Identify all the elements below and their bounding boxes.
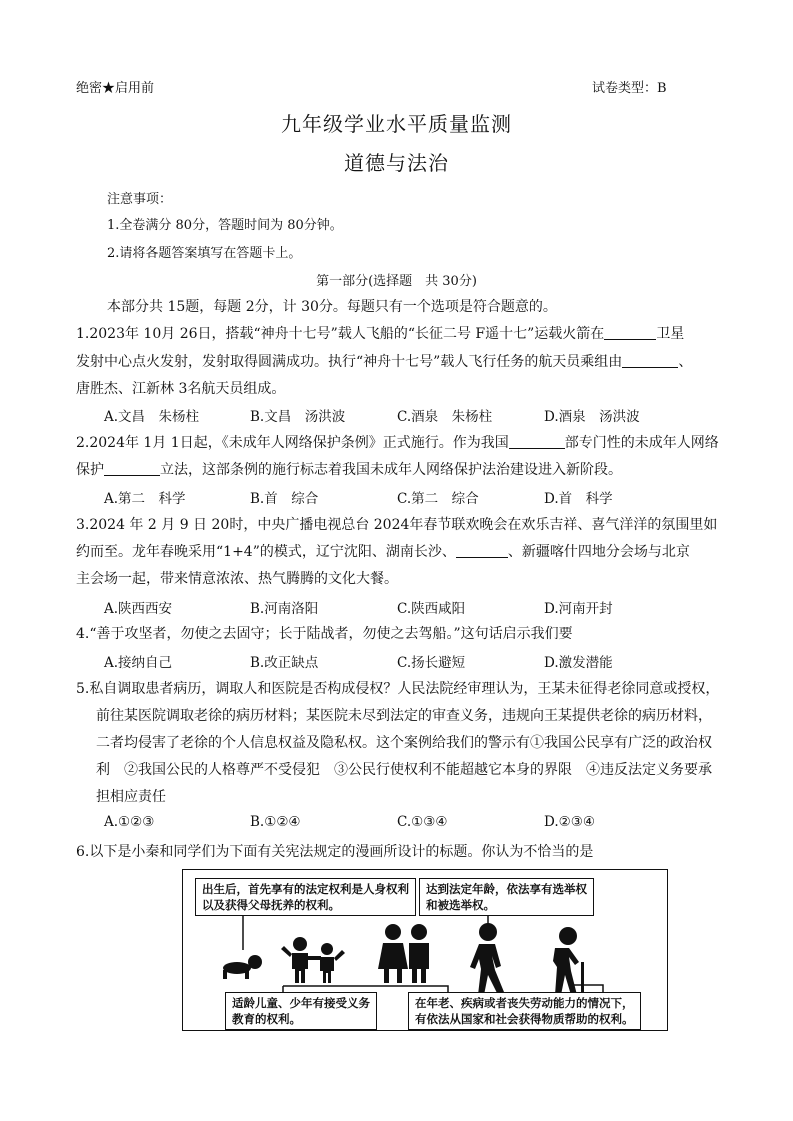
page-title: 九年级学业水平质量监测 [281,112,512,136]
answer-blank [456,543,508,558]
q1-line3: 唐胜杰、江新林 3名航天员组成。 [76,381,286,397]
q3-option-a[interactable]: A.陕西西安 [104,601,173,617]
q5-line4: 利 ②我国公民的人格尊严不受侵犯 ③公民行使权利不能超越它本身的界限 ④违反法定义务要承 [96,762,712,778]
caption-box-education-rights: 适龄儿童、少年有接受义务 教育的权利。 [225,992,377,1030]
q4-option-b[interactable]: B.改正缺点 [250,655,319,671]
caption-box-election-rights: 达到法定年龄，依法享有选举权 和被选举权。 [419,878,594,916]
q2-line1: 2.2024年 1月 1日起，《未成年人网络保护条例》正式施行。作为我国 部专门性的未成年人网络 [76,435,719,451]
section-title: 第一部分(选择题 共 30分) [316,274,477,289]
confidential-label: 绝密★启用前 [76,81,155,96]
q3-line3: 主会场一起，带来情意浓浓、热气腾腾的文化大餐。 [76,571,398,587]
q1-line1: 1.2023年 10月 26日，搭载“神舟十七号”载人飞船的“长征二号 F遥十七”运载火箭在 卫星 [76,326,685,342]
q1-option-c[interactable]: C.酒泉 朱杨柱 [397,409,493,425]
q5-line5: 担相应责任 [96,789,166,805]
q1-option-d[interactable]: D.酒泉 汤洪波 [544,409,640,425]
subject-title: 道德与法治 [344,151,449,175]
q5-option-b[interactable]: B.①②④ [250,814,301,830]
q2-option-a[interactable]: A.第二 科学 [104,491,186,507]
q2-option-d[interactable]: D.首 科学 [544,491,613,507]
q5-line2: 前往某医院调取老徐的病历材料；某医院未尽到法定的审查义务，违规向王某提供老徐的病历材料， [96,708,712,724]
q3-option-b[interactable]: B.河南洛阳 [250,601,319,617]
answer-blank [509,434,565,449]
q5-line3: 二者均侵害了老徐的个人信息权益及隐私权。这个案例给我们的警示有①我国公民享有广泛的政治权 [96,735,712,751]
q2-line2: 保护 立法，这部条例的施行标志着我国未成年人网络保护法治建设进入新阶段。 [76,462,622,478]
q3-option-d[interactable]: D.河南开封 [544,601,613,617]
answer-blank [622,353,678,368]
q3-line1: 3.2024 年 2 月 9 日 20时，中央广播电视总台 2024年春节联欢晚会在欢乐吉祥、喜气洋洋的氛围里如 [76,517,718,533]
q4-option-d[interactable]: D.激发潜能 [544,655,613,671]
q1-option-a[interactable]: A.文昌 朱杨柱 [104,409,200,425]
q6-line1: 6.以下是小秦和同学们为下面有关宪法规定的漫画所设计的标题。你认为不恰当的是 [76,844,594,860]
section-intro: 本部分共 15题，每题 2分，计 30分。每题只有一个选项是符合题意的。 [107,299,557,315]
answer-blank [104,461,160,476]
caption-box-material-assistance: 在年老、疾病或者丧失劳动能力的情况下， 有依法从国家和社会获得物质帮助的权利。 [408,992,641,1030]
rights-cartoon [182,869,668,1031]
q5-option-a[interactable]: A.①②③ [104,814,155,830]
q1-option-b[interactable]: B.文昌 汤洪波 [250,409,346,425]
two-children-icon [281,937,345,983]
q1-line2: 发射中心点火发射，发射取得圆满成功。执行“神舟十七号”载人飞行任务的航天员乘组由 、 [76,354,693,370]
q5-line1: 5.私自调取患者病历，调取人和医院是否构成侵权？人民法院经审理认为，王某未征得老徐同意或授权， [76,681,720,697]
q5-option-c[interactable]: C.①③④ [397,814,448,830]
answer-blank [604,325,656,340]
q2-option-b[interactable]: B.首 综合 [250,491,319,507]
notice-item: 1.全卷满分 80分，答题时间为 80分钟。 [107,218,343,233]
walking-adult-icon [470,923,504,995]
q4-line1: 4.“善于攻坚者，勿使之去固守；长于陆战者，勿使之去驾船。”这句话启示我们要 [76,626,573,642]
q4-option-c[interactable]: C.扬长避短 [397,655,466,671]
notice-heading: 注意事项： [107,192,173,207]
paper-type-label: 试卷类型：B [592,81,667,96]
crawling-baby-icon [223,955,262,979]
q4-option-a[interactable]: A.接纳自己 [104,655,173,671]
caption-box-birth-rights: 出生后，首先享有的法定权利是人身权利 以及获得父母抚养的权利。 [195,878,416,916]
couple-icon [378,924,429,983]
q2-option-c[interactable]: C.第二 综合 [397,491,479,507]
q3-option-c[interactable]: C.陕西咸阳 [397,601,466,617]
notice-item: 2.请将各题答案填写在答题卡上。 [107,246,302,261]
q5-option-d[interactable]: D.②③④ [544,814,595,830]
q3-line2: 约而至。龙年春晚采用“1+4”的模式，辽宁沈阳、湖南长沙、 、新疆喀什四地分会场与北京 [76,544,690,560]
